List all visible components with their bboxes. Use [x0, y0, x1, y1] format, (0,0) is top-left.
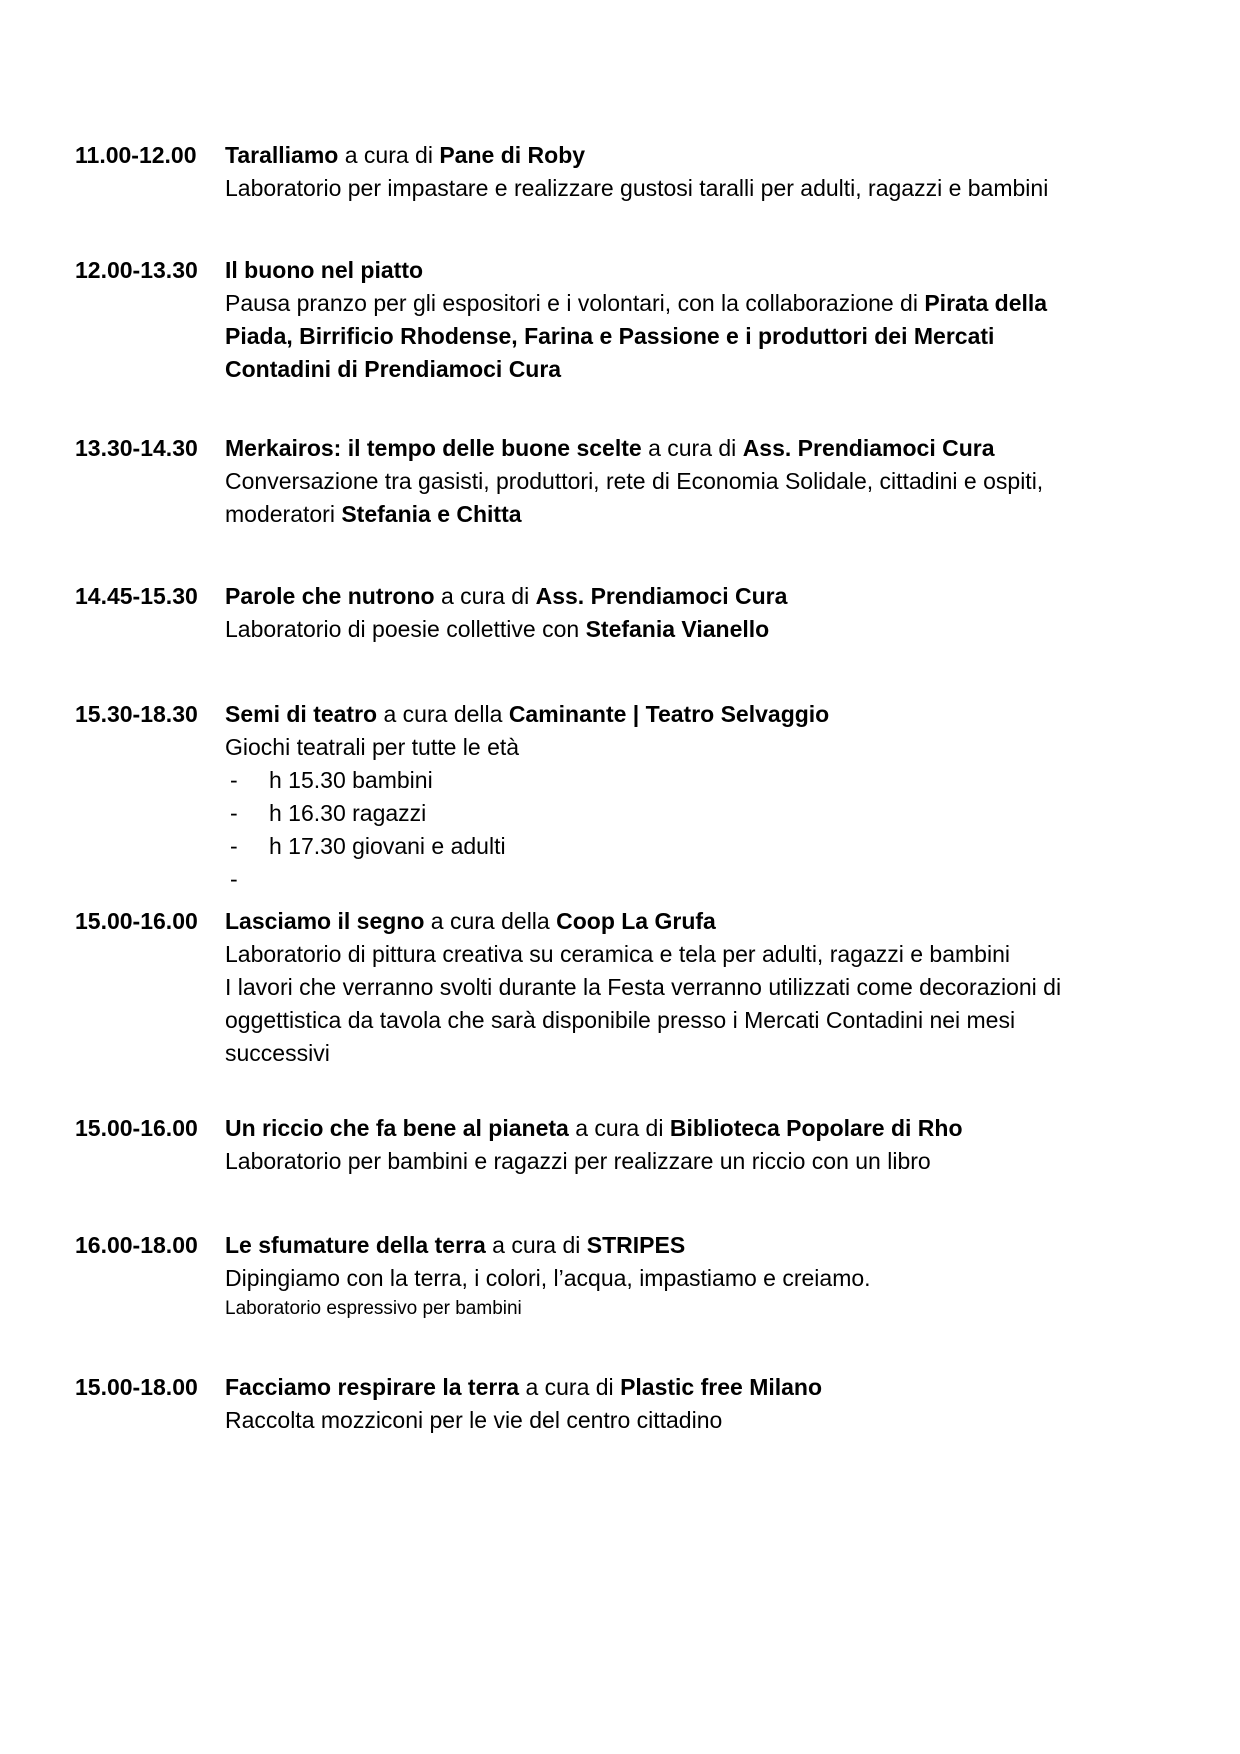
event-time: 15.30-18.30: [75, 701, 198, 727]
event-description-text: Pausa pranzo per gli espositori e i volontari, con la collaborazione di: [225, 290, 925, 316]
event-connector: a cura di: [641, 435, 743, 461]
event-connector: a cura di: [519, 1374, 621, 1400]
event-title: Un riccio che fa bene al pianeta: [225, 1115, 569, 1141]
event-moderators: Stefania e Chitta: [341, 501, 522, 527]
event-time: 15.00-18.00: [75, 1374, 198, 1400]
event-body: [225, 1229, 1185, 1323]
list-item: [225, 764, 1185, 797]
list-item: [225, 863, 1185, 896]
event-host: Stefania Vianello: [585, 616, 770, 642]
event-description: Laboratorio per bambini e ragazzi per realizzare un riccio con un libro: [225, 1148, 931, 1174]
event-body: [225, 432, 1185, 531]
event-header: [225, 1371, 1185, 1404]
event-time: 11.00-12.00: [75, 142, 197, 168]
event-body: [225, 698, 1185, 896]
event-description: Conversazione tra gasisti, produttori, rete di Economia Solidale, cittadini e ospiti,: [225, 468, 1044, 494]
event-time: 15.00-16.00: [75, 908, 198, 934]
event-description-line: [225, 613, 1185, 646]
event-connector: a cura di: [344, 142, 440, 168]
event-description-line: [225, 287, 1185, 320]
event-organizer: Ass. Prendiamoci Cura: [535, 583, 788, 609]
event-body: [225, 1371, 1185, 1437]
event-time: 14.45-15.30: [75, 583, 198, 609]
event-partners: Contadini di Prendiamoci Cura: [225, 356, 562, 382]
event-description: Raccolta mozziconi per le vie del centro cittadino: [225, 1407, 723, 1433]
list-item: [225, 830, 1185, 863]
bullet-dash: -: [230, 767, 238, 793]
event-description: successivi: [225, 1040, 330, 1066]
event-description-line: [225, 498, 1185, 531]
event-body: [225, 139, 1185, 205]
event-title: Lasciamo il segno: [225, 908, 425, 934]
list-item-text: h 15.30 bambini: [269, 767, 433, 793]
list-item-text: h 17.30 giovani e adulti: [269, 833, 506, 859]
event-time: 13.30-14.30: [75, 435, 198, 461]
event-organizer: Ass. Prendiamoci Cura: [742, 435, 995, 461]
event-header: [225, 1112, 1185, 1145]
event-description: Laboratorio per impastare e realizzare gustosi taralli per adulti, ragazzi e bambini: [225, 175, 1049, 201]
event-connector: a cura della: [424, 908, 557, 934]
bullet-dash: -: [230, 866, 238, 892]
event-body: [225, 580, 1185, 646]
event-title: Parole che nutrono: [225, 583, 435, 609]
event-description: I lavori che verranno svolti durante la Festa verranno utilizzati come decorazioni di: [225, 974, 1062, 1000]
event-header: [225, 580, 1185, 613]
event-description: Laboratorio di pittura creativa su ceramica e tela per adulti, ragazzi e bambini: [225, 941, 1010, 967]
event-partners: Pirata della: [924, 290, 1048, 316]
event-connector: a cura di: [434, 583, 536, 609]
event-connector: a cura della: [377, 701, 509, 727]
event-header: [225, 432, 1185, 465]
bullet-dash: -: [230, 833, 238, 859]
event-header: [225, 139, 1185, 172]
event-subdescription: Laboratorio espressivo per bambini: [225, 1298, 522, 1319]
event-organizer: Caminante | Teatro Selvaggio: [508, 701, 830, 727]
event-body: [225, 905, 1185, 1070]
list-item: [225, 797, 1185, 830]
event-description: Dipingiamo con la terra, i colori, l’acqua, impastiamo e creiamo.: [225, 1265, 871, 1291]
event-body: [225, 1112, 1185, 1178]
event-header: [225, 698, 1185, 731]
event-time: 16.00-18.00: [75, 1232, 198, 1258]
event-body: [225, 254, 1185, 386]
event-organizer: Coop La Grufa: [556, 908, 716, 934]
event-description: Giochi teatrali per tutte le età: [225, 734, 520, 760]
list-item-text: h 16.30 ragazzi: [269, 800, 427, 826]
event-title: Merkairos: il tempo delle buone scelte: [225, 435, 642, 461]
event-connector: a cura di: [485, 1232, 587, 1258]
event-organizer: Pane di Roby: [439, 142, 586, 168]
bullet-dash: -: [230, 800, 238, 826]
event-title: Semi di teatro: [225, 701, 378, 727]
event-title: Il buono nel piatto: [225, 257, 424, 283]
event-time: 15.00-16.00: [75, 1115, 198, 1141]
event-organizer: STRIPES: [586, 1232, 686, 1258]
event-organizer: Plastic free Milano: [620, 1374, 823, 1400]
event-description-text: moderatori: [225, 501, 342, 527]
event-title: Le sfumature della terra: [225, 1232, 486, 1258]
event-partners: Piada, Birrificio Rhodense, Farina e Passione e i produttori dei Mercati: [225, 323, 995, 349]
event-connector: a cura di: [568, 1115, 670, 1141]
event-time: 12.00-13.30: [75, 257, 198, 283]
event-header: [225, 905, 1185, 938]
event-title: Facciamo respirare la terra: [225, 1374, 520, 1400]
event-description-text: Laboratorio di poesie collettive con: [225, 616, 586, 642]
event-title: Taralliamo: [225, 142, 345, 168]
schedule-list: [225, 764, 1185, 896]
event-header: [225, 1229, 1185, 1262]
event-organizer: Biblioteca Popolare di Rho: [669, 1115, 963, 1141]
event-description: oggettistica da tavola che sarà disponibile presso i Mercati Contadini nei mesi: [225, 1007, 1016, 1033]
